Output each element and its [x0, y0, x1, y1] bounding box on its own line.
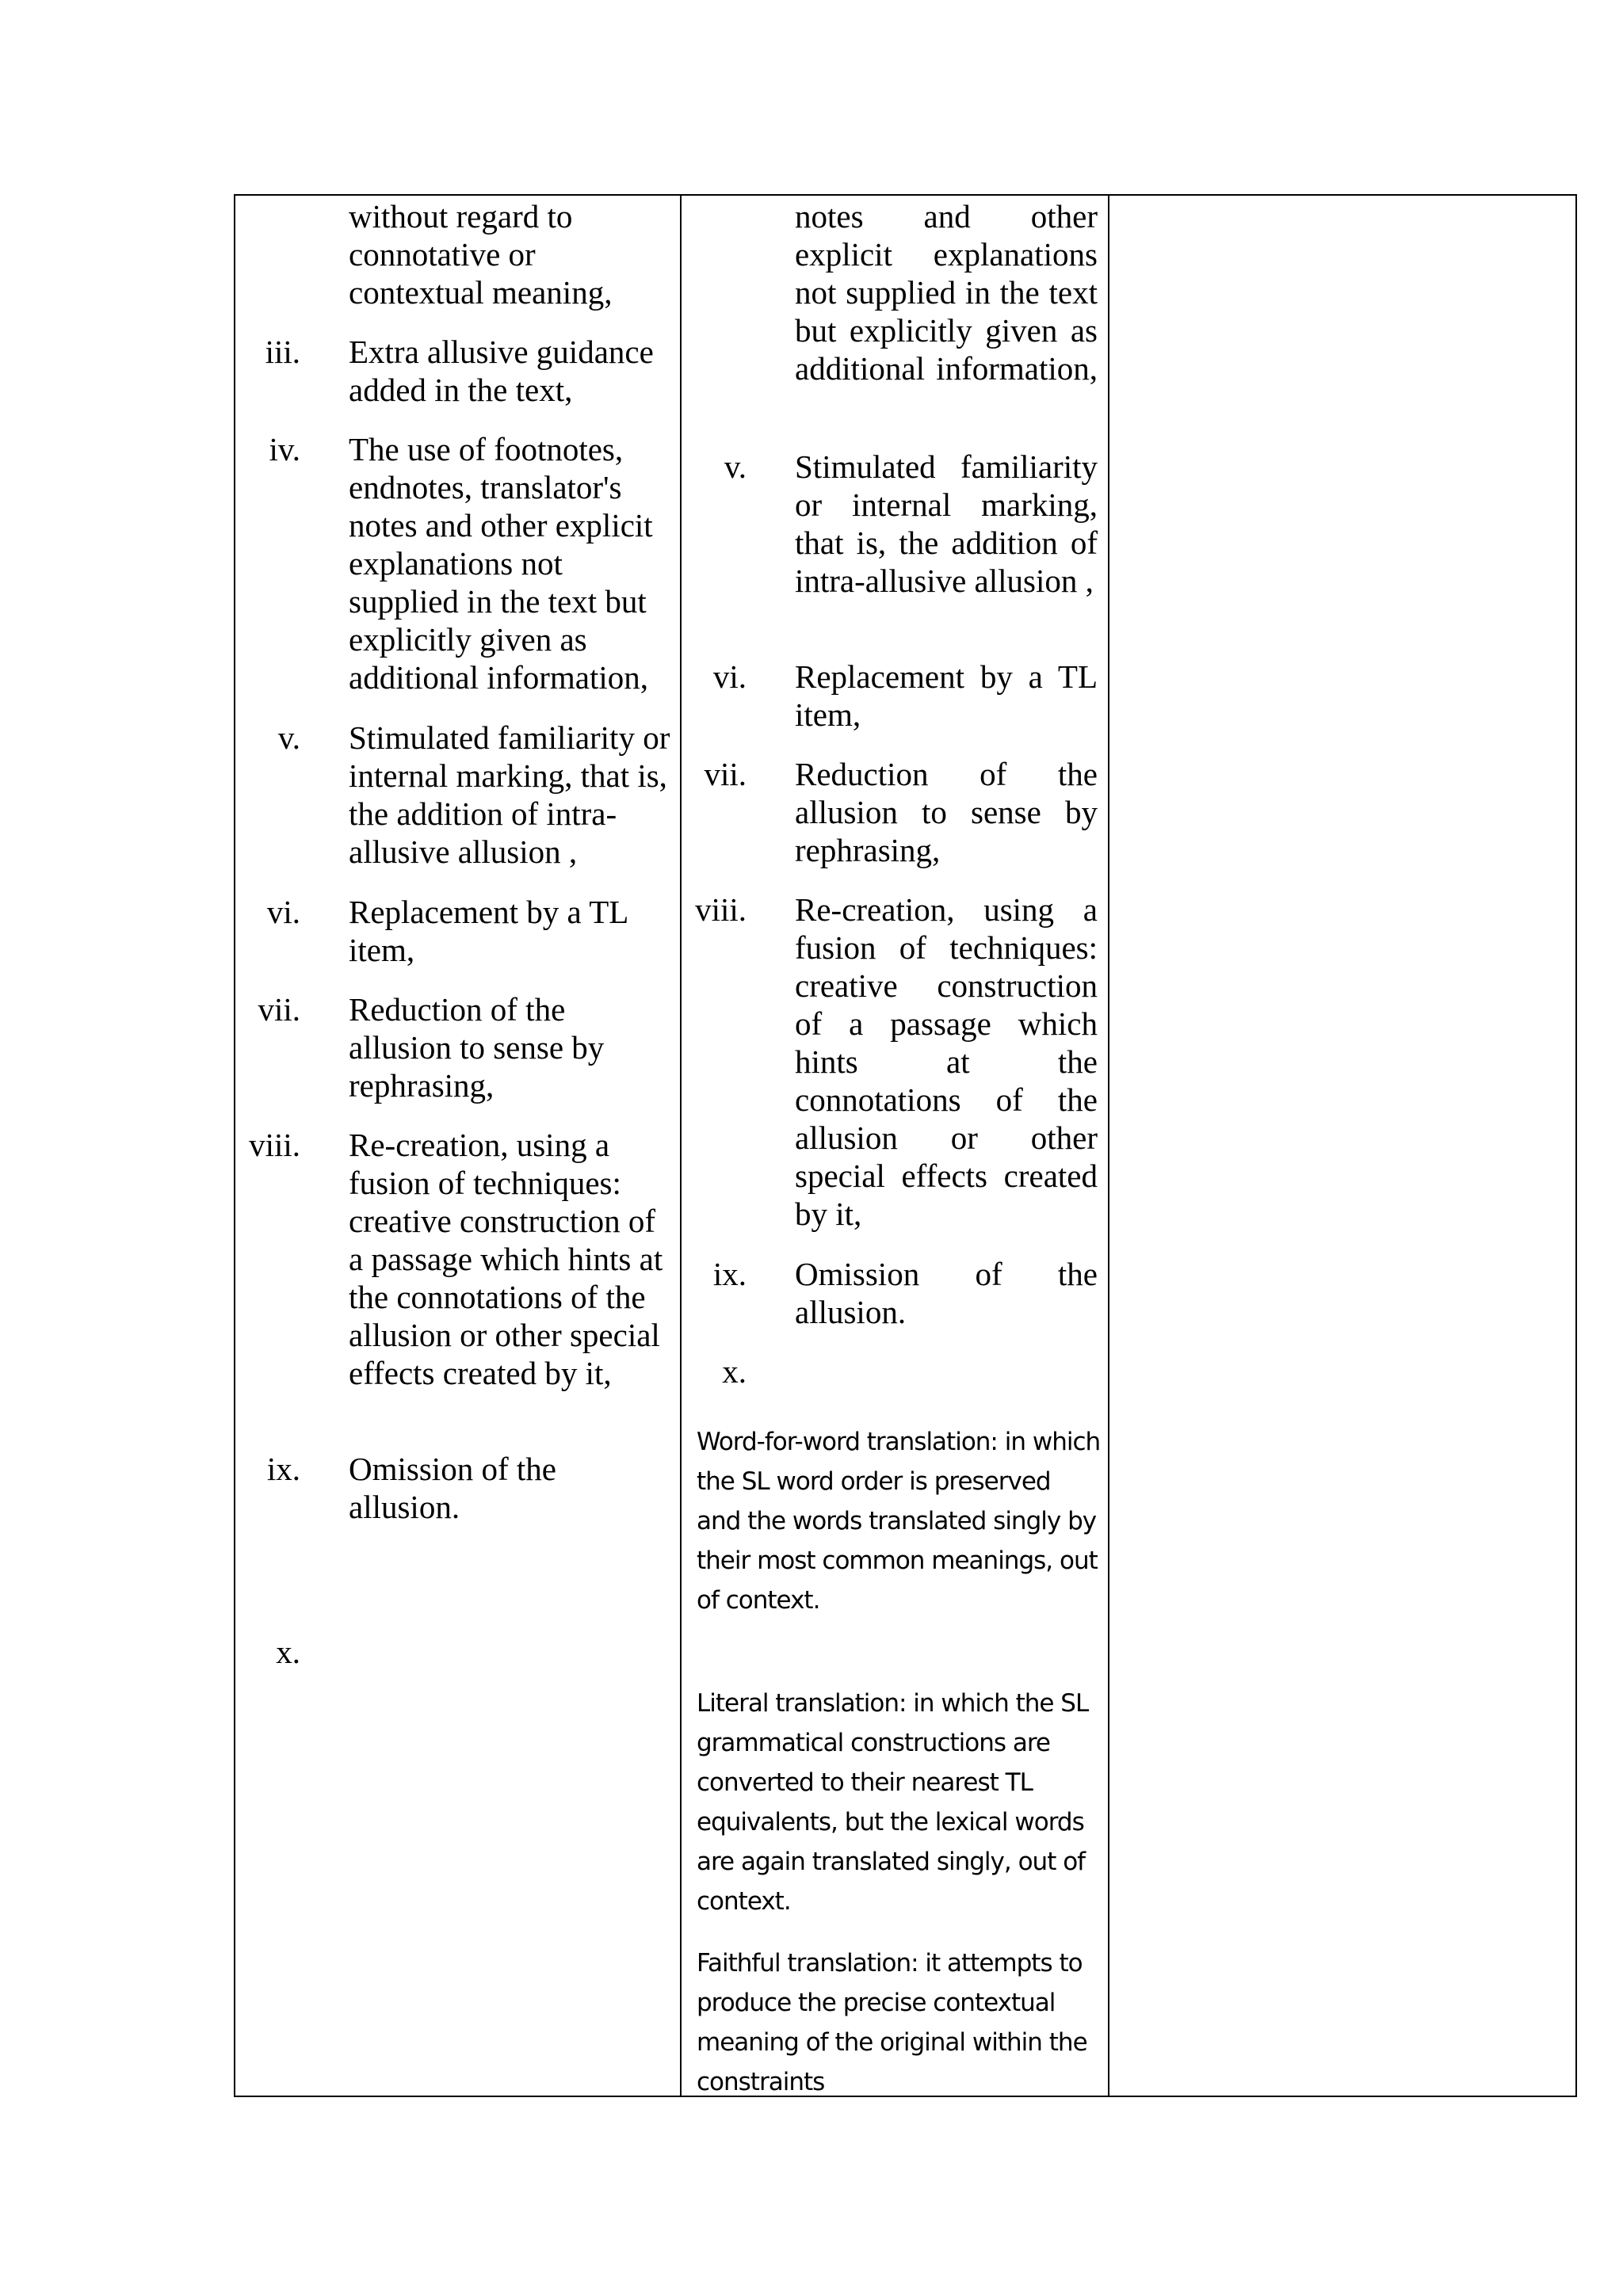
list-item-number: ix.: [712, 1256, 747, 1292]
list-item-text: Omission of the allusion.: [349, 1451, 556, 1525]
list-item-text: Replacement by a TL item,: [795, 658, 1098, 733]
list-item-number: vii.: [704, 756, 747, 792]
list-item-number: v.: [277, 719, 300, 756]
list-item-text: Re-creation, using a fusion of techniques: creative construction of a passage which hints at the connotations of the allusion or other special effects created by it,: [795, 891, 1098, 1232]
list-item-text: Re-creation, using a fusion of techniques: creative construction of a passage which hints at the connotations of the allusion or other special effects created by it,: [349, 1127, 663, 1391]
paragraph-literal: Literal translation: in which the SL grammatical constructions are converted to their nearest TL equivalents, but the lexical words are again translated singly, out of context.: [697, 1689, 1089, 1916]
list-item-text: Stimulated familiarity or internal marking, that is, the addition of intra-allusive allusion ,: [349, 719, 670, 870]
list-item-text: Omission of the allusion.: [795, 1256, 1098, 1330]
list-item-number: iii.: [265, 334, 300, 370]
paragraph-word-for-word: Word-for-word translation: in which the SL word order is preserved and the words translated singly by their most common meanings, out of context.: [697, 1428, 1101, 1615]
list-item-text: The use of footnotes, endnotes, translator's notes and other explicit explanations not supplied in the text but explicitly given as additional information,: [349, 431, 653, 696]
paragraph-faithful: Faithful translation: it attempts to produce the precise contextual meaning of the original within the constraints: [697, 1949, 1087, 2096]
list-item-text: Extra allusive guidance added in the text,: [349, 334, 654, 408]
list-item-number: vii.: [258, 991, 300, 1028]
continuation-text: without regard to connotative or contextual meaning,: [349, 198, 613, 311]
list-item-number: viii.: [249, 1127, 300, 1163]
list-item-text: Reduction of the allusion to sense by rephrasing,: [795, 756, 1098, 868]
document-table: [234, 194, 1577, 2097]
table-column-1: [235, 196, 682, 2096]
table-column-2: [682, 196, 1109, 2096]
list-item-number: viii.: [695, 891, 747, 928]
table-column-3: [1109, 196, 1575, 2096]
list-item-number: vi.: [712, 658, 747, 695]
list-item-number: iv.: [269, 431, 300, 467]
continuation-text: notes and other explicit explanations not supplied in the text but explicitly given as additional information,: [795, 198, 1098, 387]
list-item-text: Replacement by a TL item,: [349, 894, 628, 968]
list-item-text: Stimulated familiarity or internal marking, that is, the addition of intra-allusive allusion ,: [795, 448, 1098, 599]
list-item-number: v.: [724, 448, 747, 485]
list-item-number: x.: [722, 1353, 747, 1390]
list-item-number: ix.: [266, 1451, 300, 1487]
list-item-number: x.: [276, 1634, 300, 1670]
list-item-text: Reduction of the allusion to sense by rephrasing,: [349, 991, 605, 1104]
list-item-number: vi.: [266, 894, 300, 930]
